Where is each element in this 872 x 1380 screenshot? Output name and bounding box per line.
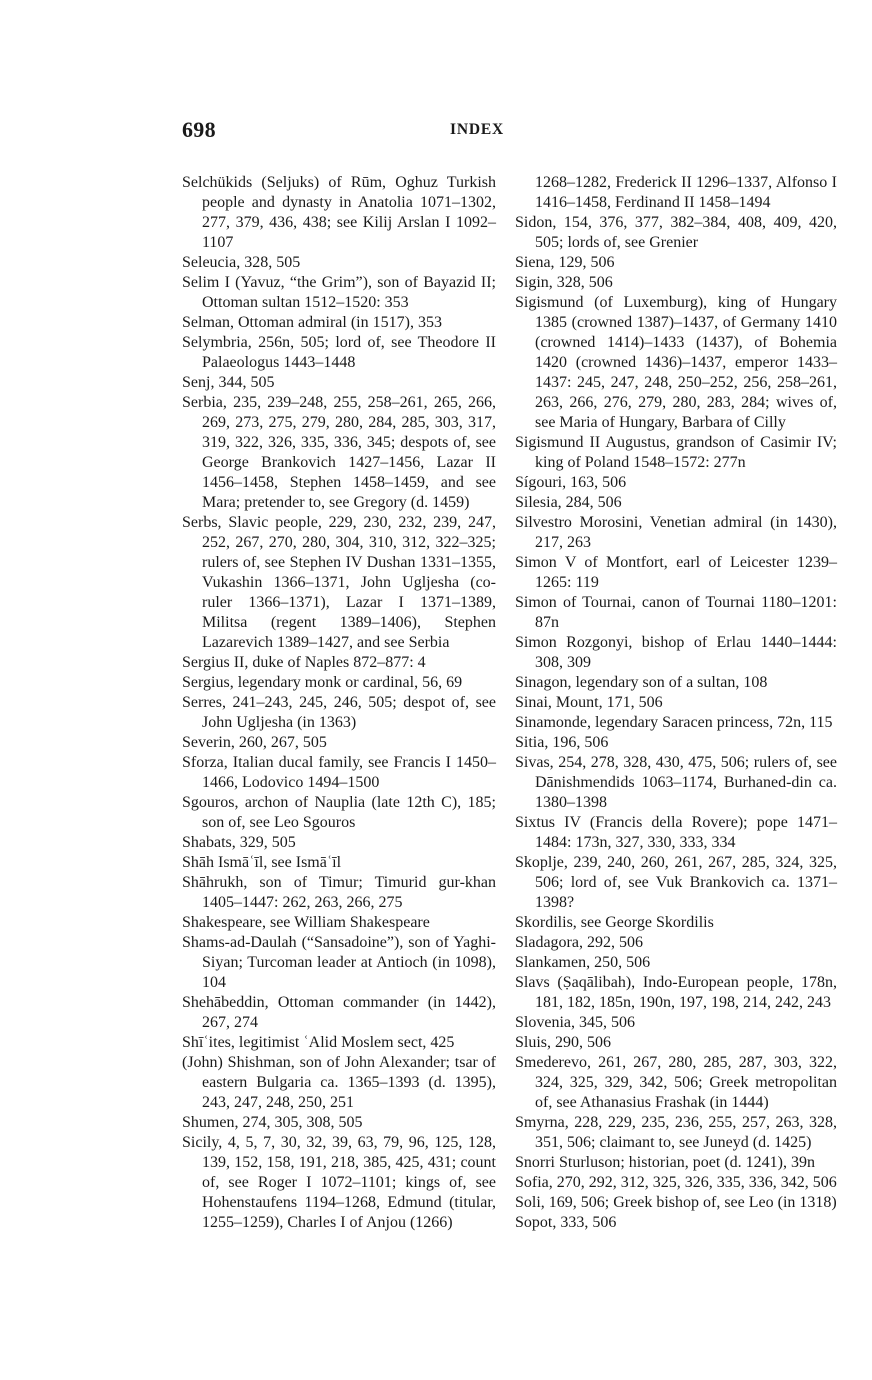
index-entry: Simon of Tournai, canon of Tournai 1180–1201: 87n — [515, 594, 837, 631]
index-entry: Serres, 241–243, 245, 246, 505; despot of, see John Ugljesha (in 1363) — [182, 694, 496, 731]
index-entry: Sigismund II Augustus, grandson of Casimir IV; king of Poland 1548–1572: 277n — [515, 434, 837, 471]
index-entry: Shīʿites, legitimist ʿAlid Moslem sect, 425 — [182, 1034, 455, 1051]
index-entry: Soli, 169, 506; Greek bishop of, see Leo (in 1318) — [515, 1194, 837, 1211]
index-entry: Slovenia, 345, 506 — [515, 1014, 635, 1031]
index-entry-continuation: 1268–1282, Frederick II 1296–1337, Alfonso I 1416–1458, Ferdinand II 1458–1494 — [535, 174, 837, 211]
index-entry: Sígouri, 163, 506 — [515, 474, 627, 491]
index-entry: Shabats, 329, 505 — [182, 834, 296, 851]
index-entry: Sinagon, legendary son of a sultan, 108 — [515, 674, 768, 691]
index-entry: Sivas, 254, 278, 328, 430, 475, 506; rulers of, see Dānishmendids 1063–1174, Burhaned-din ca. 1380–1398 — [515, 754, 837, 811]
index-entry: Smyrna, 228, 229, 235, 236, 255, 257, 263, 328, 351, 506; claimant to, see Juneyd (d. 1425) — [515, 1114, 837, 1151]
index-entry: Skordilis, see George Skordilis — [515, 914, 714, 931]
index-entry: Skoplje, 239, 240, 260, 261, 267, 285, 324, 325, 506; lord of, see Vuk Brankovich ca. 1371–1398? — [515, 854, 837, 911]
index-entry: Selchükids (Seljuks) of Rūm, Oghuz Turkish people and dynasty in Anatolia 1071–1302, 277, 379, 436, 438; see Kilij Arslan I 1092–1107 — [182, 174, 496, 251]
index-entry: Slavs (Ṣaqālibah), Indo-European people, 178n, 181, 182, 185n, 190n, 197, 198, 214, 242, 243 — [515, 974, 837, 1011]
index-entry: Severin, 260, 267, 505 — [182, 734, 327, 751]
index-entry: Sicily, 4, 5, 7, 30, 32, 39, 63, 79, 96, 125, 128, 139, 152, 158, 191, 218, 385, 425, 431; count of, see Roger I 1072–1101; kings of, see Hohenstaufens 1194–1268, Edmund (titular, 1255–1259), Charles I of Anjou (1266) — [182, 1134, 496, 1231]
page-number: 698 — [182, 117, 216, 142]
index-entry: Shāh Ismāʿīl, see Ismāʿīl — [182, 854, 342, 871]
index-entry: Sgouros, archon of Nauplia (late 12th C), 185; son of, see Leo Sgouros — [182, 794, 496, 831]
index-entry: Sidon, 154, 376, 377, 382–384, 408, 409, 420, 505; lords of, see Grenier — [515, 214, 837, 251]
index-entry: Shehābeddin, Ottoman commander (in 1442), 267, 274 — [182, 994, 496, 1031]
running-head: INDEX — [450, 121, 504, 138]
index-column-left — [182, 173, 496, 1233]
index-entry: Slankamen, 250, 506 — [515, 954, 651, 971]
index-entry: Simon Rozgonyi, bishop of Erlau 1440–1444: 308, 309 — [515, 634, 837, 671]
index-entry: Sinai, Mount, 171, 506 — [515, 694, 663, 711]
index-entry: Siena, 129, 506 — [515, 254, 615, 271]
index-entry: Sitia, 196, 506 — [515, 734, 609, 751]
index-entry: Sofia, 270, 292, 312, 325, 326, 335, 336, 342, 506 — [515, 1174, 837, 1191]
index-entry: Sforza, Italian ducal family, see Francis I 1450–1466, Lodovico 1494–1500 — [182, 754, 496, 791]
index-entry: Sixtus IV (Francis della Rovere); pope 1471–1484: 173n, 327, 330, 333, 334 — [515, 814, 837, 851]
index-entry: Seleucia, 328, 505 — [182, 254, 301, 271]
index-entry: Selymbria, 256n, 505; lord of, see Theodore II Palaeologus 1443–1448 — [182, 334, 496, 371]
index-entry: Smederevo, 261, 267, 280, 285, 287, 303, 322, 324, 325, 329, 342, 506; Greek metropolitan of, see Athanasius Frashak (in 1444) — [515, 1054, 837, 1111]
index-entry: Senj, 344, 505 — [182, 374, 275, 391]
index-entry: Shāhrukh, son of Timur; Timurid gur-khan 1405–1447: 262, 263, 266, 275 — [182, 874, 496, 911]
index-entry: Serbia, 235, 239–248, 255, 258–261, 265, 266, 269, 273, 275, 279, 280, 284, 285, 303, 317, 319, 322, 326, 335, 336, 345; despots of, see George Brankovich 1427–1456, Lazar II 1456–1458, Stephen 1458–1459, and see Mara; pretender to, see Gregory (d. 1459) — [182, 394, 496, 511]
index-entry: Shumen, 274, 305, 308, 505 — [182, 1114, 363, 1131]
index-entry: Selman, Ottoman admiral (in 1517), 353 — [182, 314, 442, 331]
index-entry: Sladagora, 292, 506 — [515, 934, 643, 951]
index-entry: Sinamonde, legendary Saracen princess, 72n, 115 — [515, 714, 833, 731]
index-entry: Snorri Sturluson; historian, poet (d. 1241), 39n — [515, 1154, 815, 1171]
index-entry: Silesia, 284, 506 — [515, 494, 622, 511]
index-entry: Sigin, 328, 506 — [515, 274, 613, 291]
index-entry: Sigismund (of Luxemburg), king of Hungary 1385 (crowned 1387)–1437, of Germany 1410 (crowned 1414)–1433 (1437), of Bohemia 1420 (crowned 1436)–1437, emperor 1433–1437: 245, 247, 248, 250–252, 256, 258–261, 263, 266, 276, 279, 280, 283, 284; wives of, see Maria of Hungary, Barbara of Cilly — [515, 294, 837, 431]
index-entry: Shakespeare, see William Shakespeare — [182, 914, 430, 931]
index-entry: Shams-ad-Daulah (“Sansadoine”), son of Yaghi-Siyan; Turcoman leader at Antioch (in 1098), 104 — [182, 934, 496, 991]
index-entry: Sergius, legendary monk or cardinal, 56, 69 — [182, 674, 463, 691]
index-entry: Selim I (Yavuz, “the Grim”), son of Bayazid II; Ottoman sultan 1512–1520: 353 — [182, 274, 496, 311]
index-entry: Sopot, 333, 506 — [515, 1214, 617, 1231]
index-entry: Silvestro Morosini, Venetian admiral (in 1430), 217, 263 — [515, 514, 837, 551]
index-column-right — [515, 173, 837, 1233]
index-entry: Simon V of Montfort, earl of Leicester 1239–1265: 119 — [515, 554, 837, 591]
index-entry: Sergius II, duke of Naples 872–877: 4 — [182, 654, 426, 671]
index-entry: Sluis, 290, 506 — [515, 1034, 612, 1051]
index-entry: (John) Shishman, son of John Alexander; tsar of eastern Bulgaria ca. 1365–1393 (d. 1395), 243, 247, 248, 250, 251 — [182, 1054, 496, 1111]
index-entry: Serbs, Slavic people, 229, 230, 232, 239, 247, 252, 267, 270, 280, 304, 310, 312, 322–325; rulers of, see Stephen IV Dushan 1331–1355, Vukashin 1366–1371, John Ugljesha (co-ruler 1366–1371), Lazar I 1371–1389, Militsa (regent 1389–1406), Stephen Lazarevich 1389–1427, and see Serbia — [182, 514, 496, 651]
